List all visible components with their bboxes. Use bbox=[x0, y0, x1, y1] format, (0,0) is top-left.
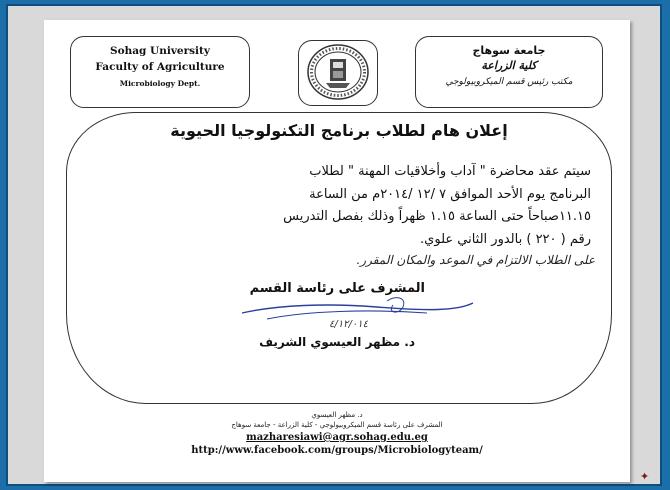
announcement-title: إعلان هام لطلاب برنامج التكنولوجيا الحيوية bbox=[170, 121, 508, 140]
announcement-box bbox=[66, 112, 612, 404]
header-english-box bbox=[70, 36, 250, 108]
signature-date: ٤/١٢/٠١٤ bbox=[329, 319, 368, 330]
header-arabic-box bbox=[415, 36, 603, 108]
corner-watermark-icon: ✦ bbox=[640, 470, 650, 483]
university-seal-icon bbox=[306, 43, 370, 101]
handwritten-note: على الطلاب الالتزام في الموعد والمكان المقرر. bbox=[356, 253, 595, 267]
footer-name: د. مظهر العيسوي bbox=[311, 411, 363, 419]
faculty-name-en: Faculty of Agriculture bbox=[95, 61, 225, 73]
footer bbox=[44, 410, 630, 456]
faculty-name-ar: كلية الزراعة bbox=[481, 59, 537, 72]
signatory-name: د. مظهر العيسوي الشريف bbox=[259, 335, 415, 349]
announcement-line: البرنامج يوم الأحد الموافق ٧ /١٢ /٢٠١٤م من الساعة bbox=[309, 186, 591, 202]
university-name-en: Sohag University bbox=[110, 45, 210, 57]
office-name-ar: مكتب رئيس قسم الميكروبيولوجي bbox=[445, 77, 573, 87]
announcement-body bbox=[87, 161, 591, 251]
announcement-line: سيتم عقد محاضرة " آداب وأخلاقيات المهنة " لطلاب bbox=[309, 164, 591, 179]
university-logo-box bbox=[298, 40, 378, 106]
document-frame bbox=[6, 4, 662, 486]
university-name-ar: جامعة سوهاج bbox=[472, 44, 546, 57]
footer-email-link[interactable]: mazharesiawi@agr.sohag.edu.eg bbox=[246, 432, 428, 443]
department-name-en: Microbiology Dept. bbox=[119, 79, 201, 88]
paper-sheet bbox=[44, 20, 630, 482]
announcement-line: ١١.١٥صباحاً حتى الساعة ١.١٥ ظهراً وذلك بفصل التدريس bbox=[283, 209, 591, 224]
signature-title: المشرف على رئاسة القسم bbox=[249, 281, 425, 296]
announcement-line: رقم ( ٢٢٠ ) بالدور الثاني علوي. bbox=[420, 231, 591, 247]
footer-facebook-link[interactable]: http://www.facebook.com/groups/Microbiologyteam/ bbox=[191, 445, 483, 456]
footer-position: المشرف على رئاسة قسم الميكروبيولوجي - كلية الزراعة - جامعة سوهاج bbox=[231, 421, 443, 429]
